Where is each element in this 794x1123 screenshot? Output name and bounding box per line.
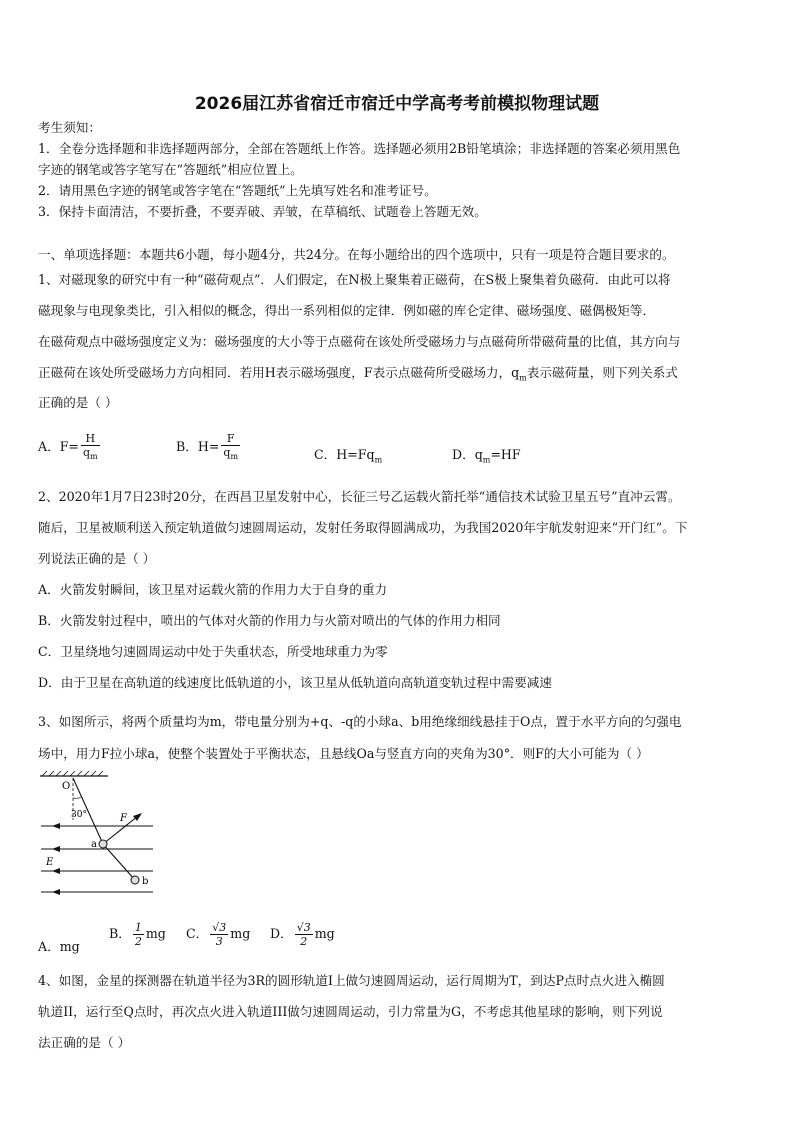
- notice-item: 2．请用黑色字迹的钢笔或答字笔在“答题纸”上先填写姓名和准考证号。: [38, 183, 437, 198]
- fraction: [295, 921, 313, 948]
- notice-item: 3．保持卡面清洁，不要折叠，不要弄破、弄皱，在草稿纸、试题卷上答题无效。: [38, 204, 487, 219]
- denominator: 2: [300, 935, 308, 948]
- q2-text: 列说法正确的是（ ）: [38, 551, 156, 566]
- force-f-arrowhead: [133, 813, 142, 821]
- q3-figure: [38, 770, 158, 900]
- label-f: F: [120, 813, 127, 824]
- q1-line4-a: 正磁荷在该处所受磁场力方向相同．若用H表示磁场强度，F表示点磁荷所受磁场力，q: [38, 365, 520, 380]
- q3-option-b[interactable]: [109, 921, 166, 948]
- label-e: E: [46, 857, 54, 868]
- numerator: √3: [212, 921, 227, 934]
- den-sub: m: [90, 452, 98, 462]
- den-sub: m: [230, 452, 239, 462]
- q3-text: 场中，用力F拉小球a，使整个装置处于平衡状态，且悬线Oa与竖直方向的夹角为30°．则F的大小可能为（ ）: [38, 746, 649, 761]
- option-label: C．: [186, 926, 209, 941]
- fraction: [133, 921, 144, 948]
- q4-text: 4、如图，金星的探测器在轨道半径为3R的圆形轨道I上做匀速圆周运动，运行周期为T，到达P点时点火进入椭圆: [38, 973, 665, 988]
- fraction: [210, 921, 228, 948]
- option-label: B．: [109, 926, 131, 941]
- numerator: H: [81, 432, 100, 446]
- option-text: mg: [230, 926, 251, 941]
- q1-text: 磁现象与电现象类比，引入相似的概念，得出一系列相似的定律．例如磁的库仑定律、磁场强度、磁偶极矩等．: [38, 303, 656, 318]
- notice-item: 字迹的钢笔或答字笔写在“答题纸”相应位置上。: [38, 162, 303, 177]
- q1-option-a[interactable]: [38, 432, 102, 463]
- q1-line4-sub: m: [519, 373, 527, 383]
- q1-text: [38, 367, 758, 383]
- q1-option-d[interactable]: [452, 444, 521, 465]
- q4-text: 轨道II，运行至Q点时，再次点火进入轨道III做匀速圆周运动，引力常量为G，不考虑其他星球的影响，则下列说: [38, 1004, 663, 1019]
- q1-option-b[interactable]: [176, 432, 242, 463]
- q2-option-c[interactable]: C．卫星绕地匀速圆周运动中处于失重状态，所受地球重力为零: [38, 644, 388, 659]
- q1-text: 在磁荷观点中磁场强度定义为：磁场强度的大小等于点磁荷在该处所受磁场力与点磁荷所带磁荷量的比值，其方向与: [38, 334, 681, 349]
- fraction: [221, 432, 240, 463]
- q2-text: 2、2020年1月7日23时20分，在西昌卫星发射中心，长征三号乙运载火箭托举“通信技术试验卫星五号”直冲云霄。: [38, 489, 681, 504]
- den-text: q: [223, 446, 231, 459]
- option-text: mg: [145, 926, 166, 941]
- q3-text: 3、如图所示，将两个质量均为m，带电量分别为+q、-q的小球a、b用绝缘细线悬挂于O点，置于水平方向的匀强电: [38, 714, 682, 729]
- denominator: 2: [134, 935, 142, 948]
- option-label: B．H=: [176, 439, 220, 455]
- option-text: C．H=Fq: [314, 447, 375, 462]
- option-text: =HF: [490, 447, 521, 462]
- numerator: √3: [296, 921, 311, 934]
- q2-text: 随后，卫星被顺利送入预定轨道做匀速圆周运动，发射任务取得圆满成功，为我国2020年宇航发射迎来“开门红”。下: [38, 520, 688, 535]
- option-text: mg: [314, 926, 335, 941]
- den-text: q: [82, 446, 91, 459]
- q3-option-d[interactable]: [270, 921, 335, 948]
- q3-option-c[interactable]: [186, 921, 250, 948]
- numerator: F: [221, 432, 240, 446]
- page-title: 2026届江苏省宿迁市宿迁中学高考考前模拟物理试题: [194, 94, 600, 114]
- label-o: O: [62, 781, 71, 792]
- fraction: [81, 432, 100, 463]
- denominator: 3: [215, 935, 223, 948]
- ball-a: [99, 840, 107, 848]
- notice-item: 1．全卷分选择题和非选择题两部分，全部在答题纸上作答。选择题必须用2B铅笔填涂；非选择题的答案必须用黑色: [38, 141, 681, 156]
- q2-option-b[interactable]: B．火箭发射过程中，喷出的气体对火箭的作用力与火箭对喷出的气体的作用力相同: [38, 613, 501, 628]
- denominator: [81, 446, 100, 463]
- option-sub: m: [374, 455, 383, 465]
- q1-text: 正确的是（ ）: [38, 395, 118, 410]
- denominator: [221, 446, 240, 463]
- q4-text: 法正确的是（ ）: [38, 1035, 131, 1050]
- q1-line4-b: 表示磁荷量，则下列关系式: [526, 365, 678, 380]
- notice-heading: 考生须知：: [38, 120, 101, 135]
- q1-text: 1、对磁现象的研究中有一种“磁荷观点”．人们假定，在N极上聚集着正磁荷，在S极上聚集着负磁荷．由此可以将: [38, 272, 671, 287]
- q3-option-a[interactable]: A．mg: [38, 939, 80, 954]
- label-angle: 30°: [71, 810, 87, 820]
- option-label: D．: [270, 926, 293, 941]
- ceiling: [40, 771, 108, 776]
- q1-option-c[interactable]: [314, 444, 382, 465]
- section-heading: 一、单项选择题：本题共6小题，每小题4分，共24分。在每小题给出的四个选项中，只有一项是符合题目要求的。: [38, 247, 675, 262]
- angle-arc: [73, 797, 81, 798]
- label-a: a: [91, 839, 97, 850]
- q2-option-a[interactable]: A．火箭发射瞬间，该卫星对运载火箭的作用力大于自身的重力: [38, 582, 388, 597]
- numerator: 1: [134, 921, 142, 934]
- ball-b: [131, 876, 139, 884]
- option-label: A．F=: [38, 439, 79, 455]
- q2-option-d[interactable]: D．由于卫星在高轨道的线速度比低轨道的小，该卫星从低轨道向高轨道变轨过程中需要减速: [38, 675, 552, 690]
- option-text: D．q: [452, 447, 483, 462]
- label-b: b: [142, 876, 149, 887]
- option-sub: m: [482, 455, 491, 465]
